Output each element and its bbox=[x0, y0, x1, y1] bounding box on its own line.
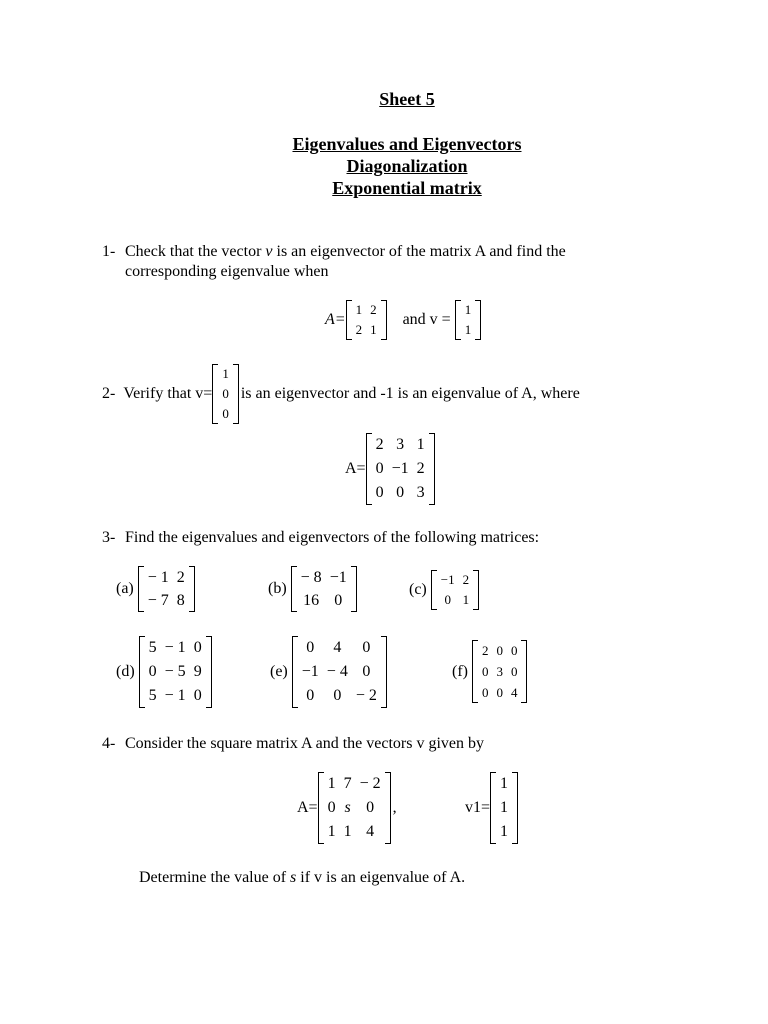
q2-text: is an eigenvector and -1 is an eigenvalue of A, where bbox=[240, 385, 580, 402]
matrix-entry: −1 bbox=[440, 572, 455, 587]
matrix-entry: 1 bbox=[500, 799, 509, 816]
matrix-entry: 4 bbox=[510, 684, 518, 700]
matrix-entry: 0 bbox=[366, 799, 375, 816]
matrix-entry: 0 bbox=[375, 484, 384, 501]
matrix-entry: − 2 bbox=[359, 775, 381, 792]
bracket-right bbox=[475, 300, 481, 340]
matrix-entry: 1 bbox=[500, 775, 509, 792]
q4-determine-b: if v is an eigenvalue of A. bbox=[296, 869, 466, 886]
q1-and-label: and v = bbox=[402, 311, 451, 328]
matrix-row bbox=[324, 772, 385, 796]
matrix-entry: 5 bbox=[148, 639, 157, 656]
matrix-entry: 2 bbox=[481, 642, 489, 658]
q4-v1-label: v1= bbox=[465, 799, 491, 816]
matrix-entry: 0 bbox=[444, 592, 451, 607]
q2-number: 2- bbox=[102, 385, 116, 402]
matrix-entry: 9 bbox=[193, 663, 202, 680]
matrix-entry: 0 bbox=[496, 642, 503, 658]
matrix-row bbox=[144, 566, 189, 589]
matrix-entry: 0 bbox=[396, 484, 405, 501]
matrix-entry: 2 bbox=[375, 436, 384, 453]
q3-b bbox=[268, 566, 357, 612]
q3-matrix-d bbox=[139, 636, 212, 708]
q3-b-label: (b) bbox=[268, 580, 287, 597]
matrix-entry: 1 bbox=[355, 302, 363, 317]
matrix-entry: 2 bbox=[416, 460, 425, 477]
bracket-right bbox=[381, 300, 387, 340]
matrix-entry: 3 bbox=[416, 484, 425, 501]
matrix-entry: 1 bbox=[416, 436, 425, 453]
q4-text: Consider the square matrix A and the vectors v given by bbox=[125, 735, 485, 752]
q2-line bbox=[102, 364, 580, 424]
q1-text-a: Check that the vector bbox=[125, 243, 266, 260]
bracket-right bbox=[429, 433, 435, 505]
matrix-entry: 4 bbox=[366, 823, 375, 840]
matrix-entry: − 8 bbox=[300, 568, 322, 586]
matrix-body bbox=[144, 566, 189, 612]
bracket-right bbox=[233, 364, 239, 424]
q3-d bbox=[116, 636, 212, 708]
q3-matrix-a bbox=[138, 566, 195, 612]
matrix-entry: − 7 bbox=[147, 591, 169, 609]
matrix-row bbox=[218, 404, 233, 424]
matrix-row bbox=[298, 660, 381, 684]
matrix-entry: 0 bbox=[222, 386, 229, 401]
matrix-row bbox=[324, 820, 385, 844]
matrix-row bbox=[297, 589, 351, 612]
q3-matrix-e bbox=[292, 636, 387, 708]
q4-comma: , bbox=[392, 799, 397, 816]
matrix-body bbox=[478, 640, 522, 703]
matrix-row bbox=[478, 640, 522, 661]
q3-e-label: (e) bbox=[270, 663, 288, 680]
matrix-row bbox=[145, 660, 206, 684]
matrix-entry: 0 bbox=[496, 684, 503, 700]
matrix-row bbox=[352, 300, 381, 320]
matrix-row bbox=[352, 320, 381, 340]
matrix-entry: −1 bbox=[329, 568, 347, 586]
q3-number: 3- bbox=[102, 529, 116, 546]
matrix-entry: − 4 bbox=[326, 663, 348, 680]
matrix-body bbox=[372, 433, 429, 505]
matrix-entry: 1 bbox=[327, 775, 336, 792]
q4-determine-a: Determine the value of bbox=[139, 869, 291, 886]
q3-matrix-f bbox=[472, 640, 528, 703]
q1-number: 1- bbox=[102, 243, 116, 260]
q3-f-label: (f) bbox=[452, 662, 468, 680]
bracket-right bbox=[521, 640, 527, 703]
q4-var-s: s bbox=[290, 869, 297, 886]
matrix-entry: 2 bbox=[176, 568, 185, 586]
matrix-row bbox=[298, 684, 381, 708]
matrix-entry: 1 bbox=[500, 823, 509, 840]
q4-equation-a bbox=[297, 772, 397, 844]
matrix-entry: −1 bbox=[391, 460, 409, 477]
matrix-row bbox=[496, 820, 512, 844]
bracket-right bbox=[385, 772, 391, 844]
matrix-row bbox=[478, 682, 522, 703]
q3-d-label: (d) bbox=[116, 663, 135, 680]
q1-line1 bbox=[125, 242, 566, 262]
q3-matrix-c bbox=[431, 570, 479, 610]
matrix-entry: − 5 bbox=[164, 663, 186, 680]
matrix-body bbox=[218, 364, 233, 424]
matrix-entry: 7 bbox=[343, 775, 352, 792]
matrix-entry: 1 bbox=[464, 302, 472, 317]
matrix-entry: 0 bbox=[362, 663, 371, 680]
matrix-entry: 0 bbox=[334, 591, 343, 609]
q2-a-label: A= bbox=[345, 460, 366, 477]
matrix-row bbox=[372, 433, 429, 457]
q3-e bbox=[270, 636, 387, 708]
q4-vector-v1 bbox=[490, 772, 518, 844]
matrix-body bbox=[352, 300, 381, 340]
matrix-entry: −1 bbox=[301, 663, 319, 680]
matrix-entry: 1 bbox=[327, 823, 336, 840]
q2-matrix-a bbox=[366, 433, 435, 505]
matrix-body bbox=[145, 636, 206, 708]
bracket-right bbox=[206, 636, 212, 708]
matrix-entry: 0 bbox=[222, 406, 229, 421]
q3-a bbox=[116, 566, 195, 612]
matrix-entry: − 1 bbox=[164, 639, 186, 656]
matrix-row bbox=[496, 796, 512, 820]
bracket-right bbox=[189, 566, 195, 612]
matrix-entry: 2 bbox=[370, 302, 377, 317]
matrix-row bbox=[218, 384, 233, 404]
matrix-entry: 1 bbox=[462, 592, 470, 607]
matrix-entry: 0 bbox=[306, 687, 315, 704]
matrix-entry: 0 bbox=[193, 639, 202, 656]
q2-equation bbox=[345, 433, 435, 505]
matrix-row bbox=[324, 796, 385, 820]
matrix-body bbox=[437, 570, 473, 610]
matrix-entry: − 2 bbox=[355, 687, 377, 704]
matrix-entry: 0 bbox=[481, 663, 489, 679]
q3-text: Find the eigenvalues and eigenvectors of the following matrices: bbox=[125, 529, 540, 546]
q3-a-label: (a) bbox=[116, 580, 134, 597]
matrix-body bbox=[496, 772, 512, 844]
matrix-row bbox=[144, 589, 189, 612]
q2-verify: Verify that v= bbox=[123, 385, 213, 402]
q1-matrix-a bbox=[346, 300, 387, 340]
matrix-entry: 2 bbox=[462, 572, 470, 587]
q1-text-b: is an eigenvector of the matrix A and find the bbox=[272, 243, 566, 260]
q3-matrix-b bbox=[291, 566, 357, 612]
q4-number: 4- bbox=[102, 735, 116, 752]
matrix-entry: 1 bbox=[222, 366, 229, 381]
matrix-entry: 0 bbox=[510, 663, 518, 679]
matrix-entry: 1 bbox=[464, 322, 472, 337]
matrix-body bbox=[461, 300, 476, 340]
q1-equation bbox=[325, 300, 481, 340]
matrix-entry: 4 bbox=[333, 639, 342, 656]
q4-equation-v1 bbox=[465, 772, 518, 844]
matrix-row bbox=[145, 636, 206, 660]
matrix-row bbox=[298, 636, 381, 660]
q1-var-v: v bbox=[265, 243, 273, 260]
matrix-row bbox=[437, 570, 473, 590]
matrix-entry: 1 bbox=[343, 823, 352, 840]
heading-eigen: Eigenvalues and Eigenvectors bbox=[292, 134, 522, 154]
matrix-row bbox=[496, 772, 512, 796]
sheet-title: Sheet 5 bbox=[379, 89, 435, 109]
matrix-entry: 0 bbox=[306, 639, 315, 656]
matrix-body bbox=[297, 566, 351, 612]
heading-diag: Diagonalization bbox=[346, 156, 468, 176]
matrix-entry: 5 bbox=[148, 687, 157, 704]
matrix-entry: 0 bbox=[510, 642, 518, 658]
q2-vector-v bbox=[212, 364, 239, 424]
heading-exp: Exponential matrix bbox=[332, 178, 482, 198]
matrix-entry: 0 bbox=[333, 687, 342, 704]
q1-line2: corresponding eigenvalue when bbox=[125, 263, 329, 280]
matrix-row bbox=[218, 364, 233, 384]
q3-f bbox=[452, 640, 527, 703]
matrix-entry: 8 bbox=[176, 591, 185, 609]
bracket-right bbox=[381, 636, 387, 708]
q3-c-label: (c) bbox=[409, 581, 427, 598]
matrix-row bbox=[372, 457, 429, 481]
matrix-entry: 0 bbox=[148, 663, 157, 680]
matrix-body bbox=[324, 772, 385, 844]
matrix-entry: 0 bbox=[481, 684, 489, 700]
q4-matrix-a bbox=[318, 772, 391, 844]
matrix-entry: 3 bbox=[496, 663, 503, 679]
matrix-entry: 3 bbox=[396, 436, 405, 453]
matrix-entry: 2 bbox=[355, 322, 363, 337]
matrix-body bbox=[298, 636, 381, 708]
matrix-row bbox=[461, 300, 476, 320]
matrix-entry: − 1 bbox=[147, 568, 169, 586]
q1-a-label: A= bbox=[325, 311, 346, 328]
matrix-entry: − 1 bbox=[164, 687, 186, 704]
matrix-row bbox=[297, 566, 351, 589]
bracket-right bbox=[351, 566, 357, 612]
matrix-row bbox=[437, 590, 473, 610]
matrix-entry: 0 bbox=[375, 460, 384, 477]
q4-a-label: A= bbox=[297, 799, 318, 816]
matrix-entry: 0 bbox=[327, 799, 336, 816]
bracket-right bbox=[473, 570, 479, 610]
matrix-row bbox=[372, 481, 429, 505]
matrix-row bbox=[461, 320, 476, 340]
matrix-entry: s bbox=[344, 799, 351, 816]
q1-vector-v bbox=[455, 300, 482, 340]
matrix-entry: 1 bbox=[370, 322, 377, 337]
matrix-entry: 0 bbox=[362, 639, 371, 656]
bracket-right bbox=[512, 772, 518, 844]
matrix-row bbox=[478, 661, 522, 682]
matrix-row bbox=[145, 684, 206, 708]
q4-determine bbox=[139, 868, 465, 888]
q3-c bbox=[409, 570, 479, 610]
matrix-entry: 16 bbox=[303, 591, 320, 609]
matrix-entry: 0 bbox=[193, 687, 202, 704]
